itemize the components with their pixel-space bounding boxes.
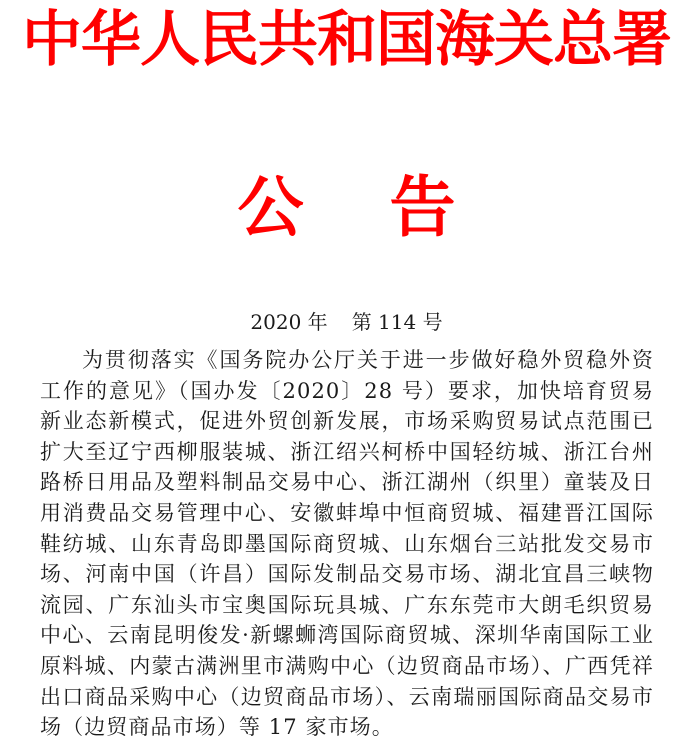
document-type-heading: 公告 [237, 169, 542, 246]
document-number-line [0, 308, 693, 336]
agency-title: 中华人民共和国海关总署 [22, 5, 671, 75]
body-paragraph: 为贯彻落实《国务院办公厅关于进一步做好稳外贸稳外资工作的意见》（国办发〔2020〕28 号）要求，加快培育贸易新业态新模式，促进外贸创新发展，市场采购贸易试点范围已扩大至辽宁西柳服装城、浙江绍兴柯桥中国轻纺城、浙江台州路桥日用品及塑料制品交易中心、浙江湖州（织里）童装及日用消费品交易管理中心、安徽蚌埠中恒商贸城、福建晋江国际鞋纺城、山东青岛即墨国际商贸城、山东烟台三站批发交易市场、河南中国（许昌）国际发制品交易市场、湖北宜昌三峡物流园、广东汕头市宝奥国际玩具城、广东东莞市大朗毛织贸易中心、云南昆明俊发·新螺蛳湾国际商贸城、深圳华南国际工业原料城、内蒙古满洲里市满购中心（边贸商品市场）、广西凭祥出口商品采购中心（边贸商品市场）、云南瑞丽国际商品交易市场（边贸商品市场）等 17 家市场。 [40, 348, 654, 740]
document-year: 2020 年 [250, 310, 328, 334]
document-serial-number: 第 114 号 [351, 310, 443, 334]
